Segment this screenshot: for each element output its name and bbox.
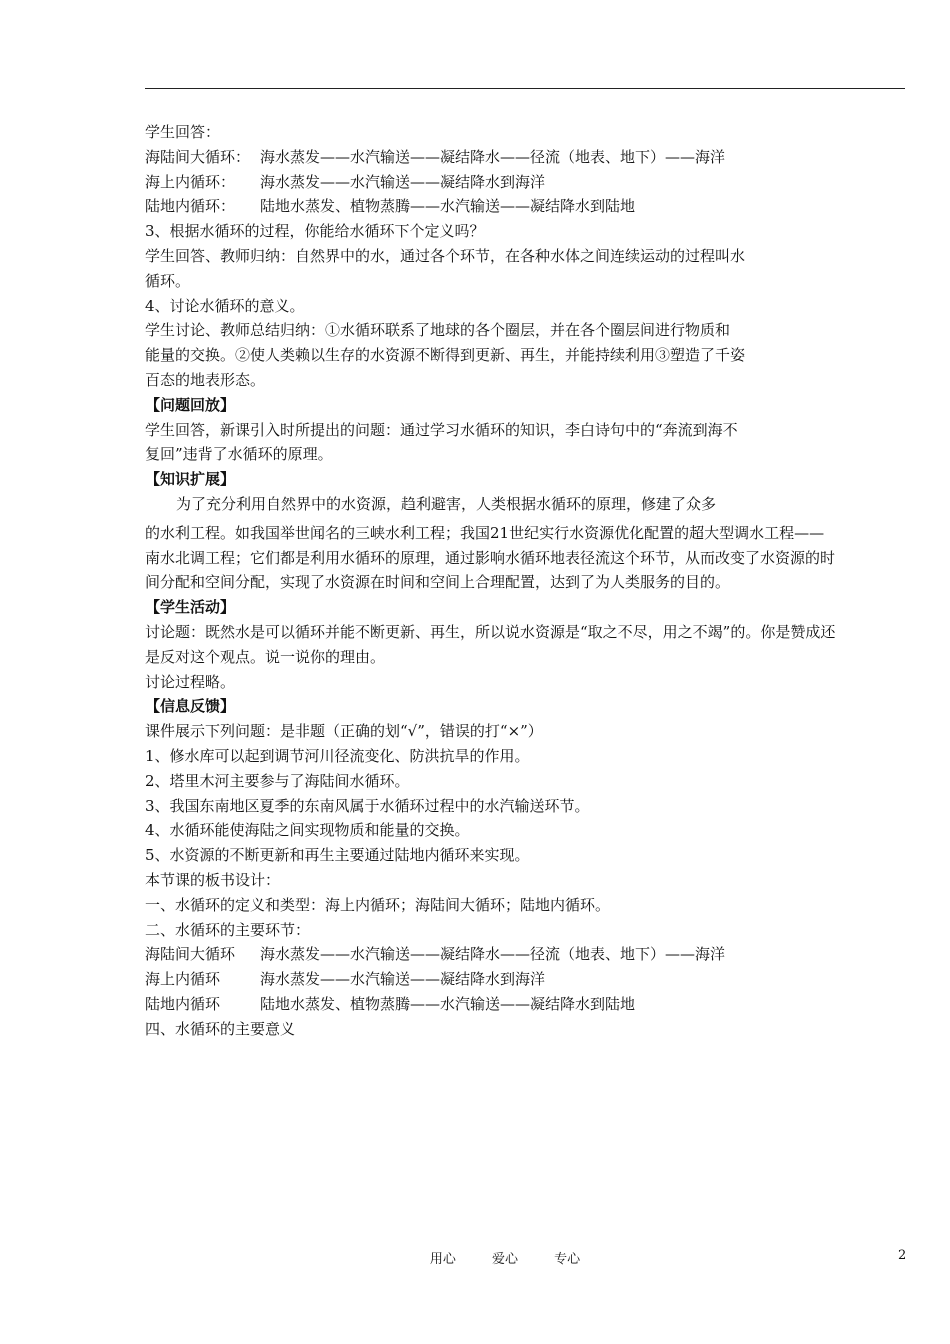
quiz-item: 2、塔里木河主要参与了海陆间水循环。 [145, 771, 410, 790]
section-heading: 【信息反馈】 [145, 697, 236, 716]
text-line: 学生回答，新课引入时所提出的问题：通过学习水循环的知识，李白诗句中的“奔流到海不 [145, 420, 738, 439]
question-line: 4、讨论水循环的意义。 [145, 296, 305, 315]
text-line: 南水北调工程；它们都是利用水循环的原理，通过影响水循环地表径流这个环节，从而改变了水资源的时 [145, 548, 836, 567]
outline-item: 二、水循环的主要环节： [145, 920, 311, 939]
cycle-text: 陆地水蒸发、植物蒸腾——水汽输送——凝结降水到陆地 [260, 197, 636, 216]
cycle-line-land [145, 194, 835, 219]
document-body-continued [145, 521, 845, 1042]
footer-word: 用心 [429, 1252, 456, 1267]
page-number: 2 [898, 1248, 907, 1263]
cycle-line-sea [145, 170, 835, 195]
board-cycle-sea [145, 967, 845, 992]
outline-item: 一、水循环的定义和类型：海上内循环；海陆间大循环；陆地内循环。 [145, 895, 611, 914]
footer-word: 专心 [554, 1252, 581, 1267]
text-line: 循环。 [145, 271, 191, 290]
section-heading: 【问题回放】 [145, 395, 236, 414]
outline-item: 四、水循环的主要意义 [145, 1019, 296, 1038]
cycle-text: 海水蒸发——水汽输送——凝结降水——径流（地表、地下）——海洋 [260, 147, 726, 166]
board-cycle-land [145, 992, 845, 1017]
quiz-item: 1、修水库可以起到调节河川径流变化、防洪抗旱的作用。 [145, 746, 530, 765]
text-line: 能量的交换。②使人类赖以生存的水资源不断得到更新、再生，并能持续利用③塑造了千姿 [145, 346, 746, 365]
text-line: 学生讨论、教师总结归纳：①水循环联系了地球的各个圈层，并在各个圈层间进行物质和 [145, 321, 731, 340]
text-line: 复回”违背了水循环的原理。 [145, 445, 333, 464]
text-line: 讨论题：既然水是可以循环并能不断更新、再生，所以说水资源是“取之不尽，用之不竭”的。你是赞成还 [145, 622, 836, 641]
cycle-label: 陆地内循环： [145, 197, 236, 216]
footer-word: 爱心 [491, 1252, 518, 1267]
document-body [145, 120, 835, 517]
text-line: 间分配和空间分配，实现了水资源在时间和空间上合理配置，达到了为人类服务的目的。 [145, 573, 731, 592]
text-line: 百态的地表形态。 [145, 370, 266, 389]
question-line: 3、根据水循环的过程，你能给水循环下个定义吗？ [145, 222, 485, 241]
page-footer [0, 1248, 950, 1267]
section-heading: 【知识扩展】 [145, 470, 236, 489]
cycle-label: 海上内循环： [145, 172, 236, 191]
cycle-label: 海上内循环 [145, 970, 221, 989]
cycle-text: 海水蒸发——水汽输送——凝结降水——径流（地表、地下）——海洋 [260, 945, 726, 964]
text-line: 学生回答： [145, 123, 221, 141]
header-rule [145, 88, 905, 89]
text-line: 是反对这个观点。说一说你的理由。 [145, 647, 386, 666]
quiz-item: 5、水资源的不断更新和再生主要通过陆地内循环来实现。 [145, 846, 530, 865]
cycle-text: 海水蒸发——水汽输送——凝结降水到海洋 [260, 172, 546, 191]
paragraph-first-line: 为了充分利用自然界中的水资源，趋利避害，人类根据水循环的原理，修建了众多 [176, 494, 717, 513]
text-line: 学生回答、教师归纳：自然界中的水，通过各个环节，在各种水体之间连续运动的过程叫水 [145, 246, 746, 265]
text-line: 本节课的板书设计： [145, 870, 281, 889]
cycle-label: 陆地内循环 [145, 994, 221, 1013]
quiz-item: 4、水循环能使海陆之间实现物质和能量的交换。 [145, 821, 470, 840]
quiz-item: 3、我国东南地区夏季的东南风属于水循环过程中的水汽输送环节。 [145, 796, 590, 815]
cycle-text: 海水蒸发——水汽输送——凝结降水到海洋 [260, 970, 546, 989]
board-cycle-sea-land [145, 942, 845, 967]
text-line: 讨论过程略。 [145, 672, 236, 691]
cycle-label: 海陆间大循环 [145, 945, 236, 964]
section-heading: 【学生活动】 [145, 598, 236, 617]
text-line: 的水利工程。如我国举世闻名的三峡水利工程；我国21世纪实行水资源优化配置的超大型调水工程—— [145, 523, 825, 542]
cycle-line-sea-land [145, 145, 835, 170]
cycle-label: 海陆间大循环： [145, 147, 251, 166]
text-line: 课件展示下列问题：是非题（正确的划“√”，错误的打“×”） [145, 722, 543, 741]
cycle-text: 陆地水蒸发、植物蒸腾——水汽输送——凝结降水到陆地 [260, 994, 636, 1013]
